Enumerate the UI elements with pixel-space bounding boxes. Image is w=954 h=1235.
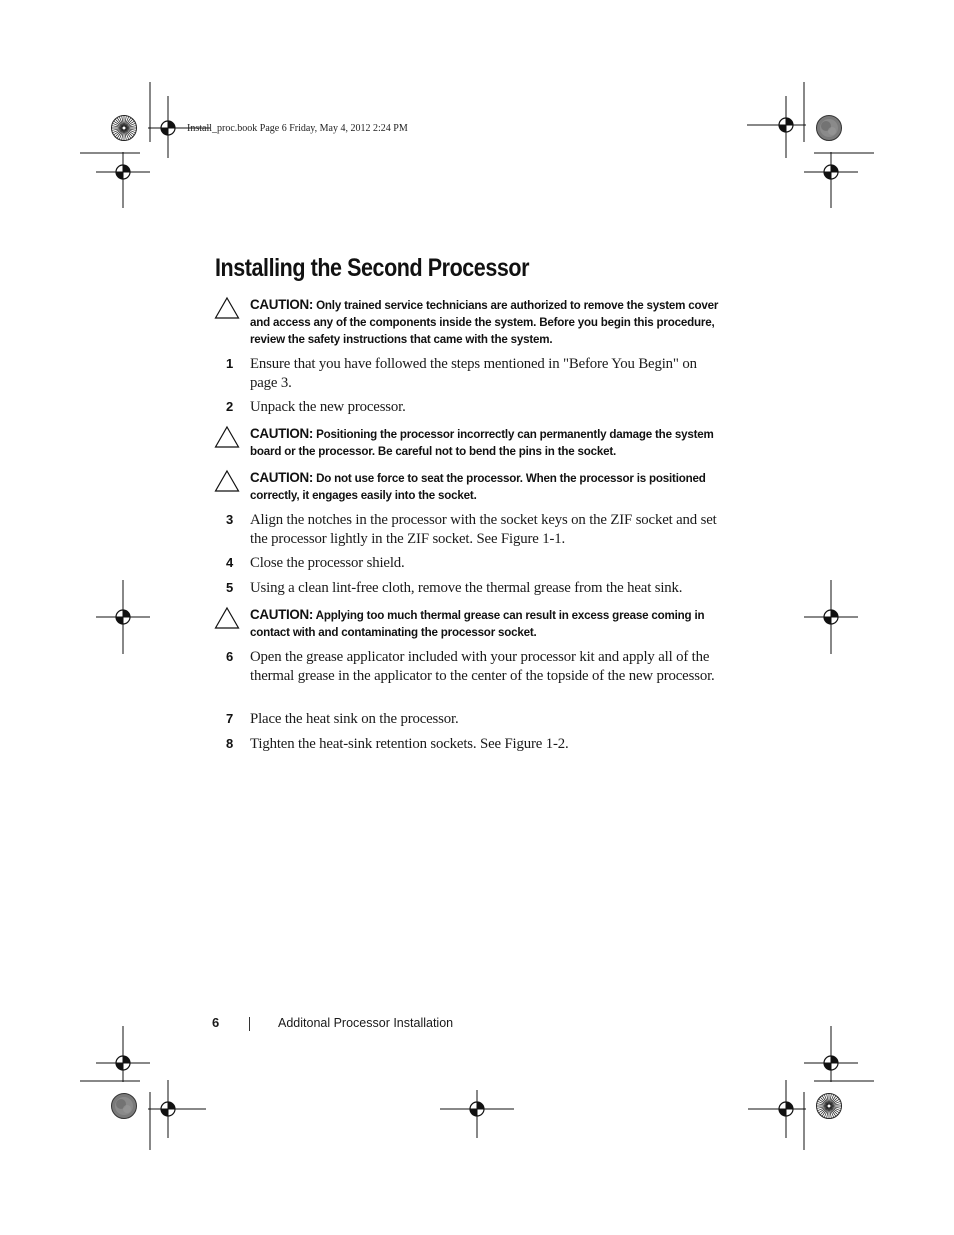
step-number: 2 [226, 399, 234, 414]
step-item [226, 579, 726, 598]
step-item [226, 554, 726, 573]
step-text: Close the processor shield. [250, 555, 405, 571]
step-text: Tighten the heat-sink retention sockets. See Figure 1-2. [250, 736, 569, 752]
caution-text: Applying too much thermal grease can result in excess grease coming in contact with and contaminating the processor socket. [250, 609, 705, 639]
caution-triangle-icon [214, 425, 240, 449]
step-item [226, 398, 726, 417]
caution-triangle-icon [214, 296, 240, 320]
step-item [226, 735, 726, 754]
page-title: Installing the Second Processor [215, 254, 530, 282]
caution-label: CAUTION: [250, 297, 314, 312]
step-item [226, 648, 726, 685]
footer-section-title: Additonal Processor Installation [278, 1016, 454, 1030]
step-number: 5 [226, 580, 234, 595]
step-number: 3 [226, 512, 234, 527]
step-text: Unpack the new processor. [250, 399, 406, 415]
step-number: 1 [226, 356, 234, 371]
step-number: 8 [226, 736, 234, 751]
caution-block [214, 425, 724, 460]
caution-label: CAUTION: [250, 607, 314, 622]
page-number: 6 [212, 1015, 220, 1030]
caution-text: Only trained service technicians are authorized to remove the system cover and access any of the components inside the system. Before you begin this procedure, review the safety instructions that came with the system. [250, 299, 719, 346]
caution-block [214, 606, 724, 641]
step-text: Place the heat sink on the processor. [250, 711, 459, 727]
caution-triangle-icon [214, 606, 240, 630]
caution-label: CAUTION: [250, 426, 314, 441]
step-text: Open the grease applicator included with your processor kit and apply all of the thermal grease in the applicator to the center of the topside of the new processor. [250, 649, 715, 684]
caution-triangle-icon [214, 469, 240, 493]
footer-separator [249, 1017, 250, 1031]
step-text: Align the notches in the processor with the socket keys on the ZIF socket and set the processor lightly in the ZIF socket. See Figure 1-1. [250, 512, 717, 547]
caution-block [214, 296, 724, 348]
step-number: 6 [226, 649, 234, 664]
step-text: Using a clean lint-free cloth, remove the thermal grease from the heat sink. [250, 580, 683, 596]
step-item [226, 355, 726, 392]
step-text: Ensure that you have followed the steps mentioned in "Before You Begin" on page 3. [250, 356, 697, 391]
caution-text: Do not use force to seat the processor. When the processor is positioned correctly, it engages easily into the socket. [250, 472, 706, 502]
step-number: 4 [226, 555, 234, 570]
print-info-line: Install_proc.book Page 6 Friday, May 4, 2012 2:24 PM [187, 123, 408, 134]
caution-label: CAUTION: [250, 470, 314, 485]
step-number: 7 [226, 711, 234, 726]
step-item [226, 511, 726, 548]
caution-block [214, 469, 724, 504]
caution-text: Positioning the processor incorrectly can permanently damage the system board or the processor. Be careful not to bend the pins in the socket. [250, 428, 714, 458]
step-item [226, 710, 726, 729]
